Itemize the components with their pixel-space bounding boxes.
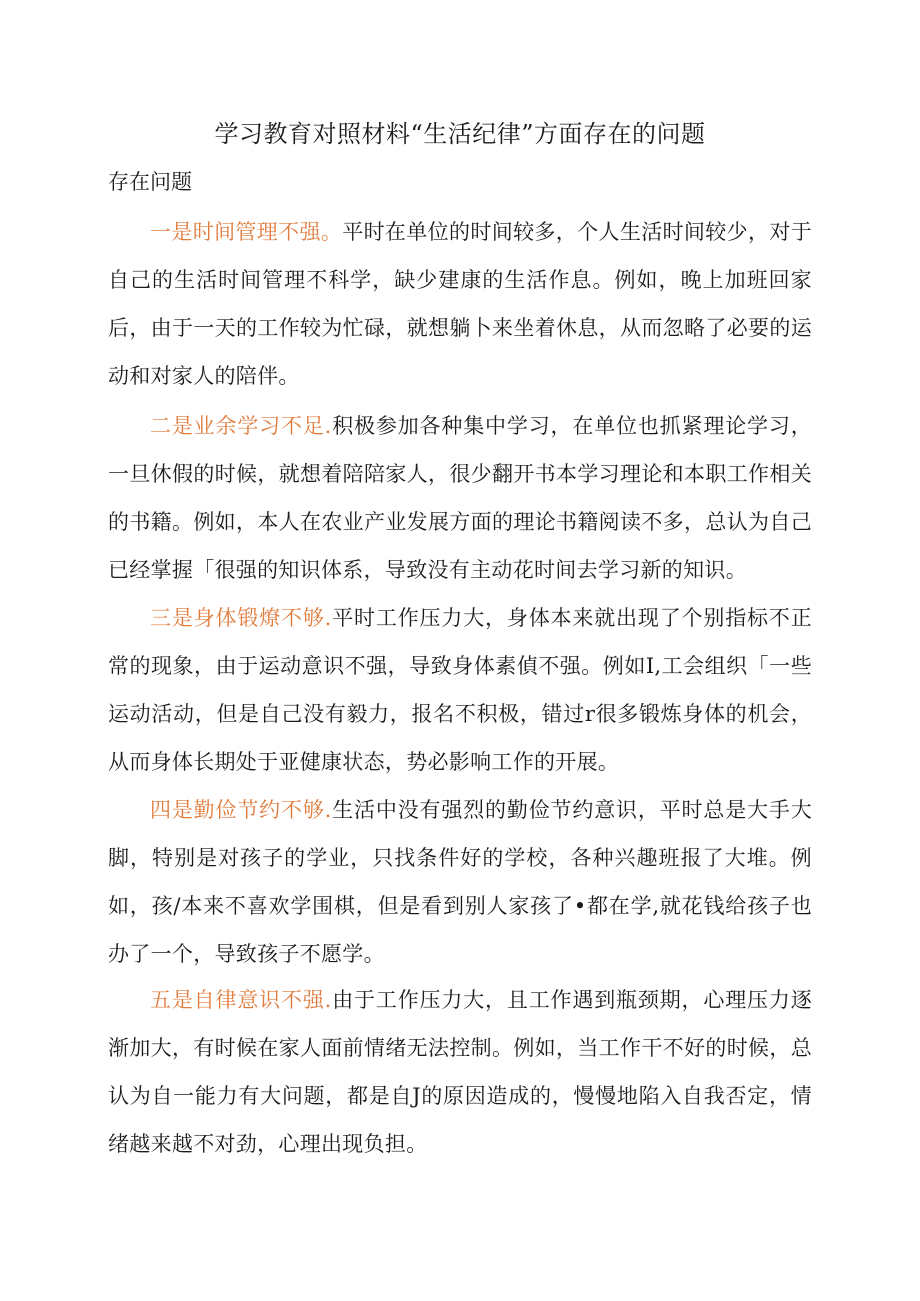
paragraph-spare-time-study [108,402,812,594]
paragraph-self-discipline [108,976,812,1168]
paragraph-body: 平时在单位的时间较多，个人生活时间较少，对于自己的生活时间管理不科学，缺少建康的生活作息。例如，晚上加班回家后，由于一天的工作较为忙碌，就想躺卜来坐着休息，从而忽略了必要的运动和对家人的陪伴。 [108,220,812,388]
paragraph-body: 平时工作压力大，身体本来就出现了个别指标不正常的现象，由于运动意识不强，导致身体素偵不强。例如I,工会组织「一些运动活动，但是自己没有毅力，报名不积极，错过r很多锻炼身体的机会，从而身体长期处于亚健康状态，势必影响工作的开展。 [108,606,812,774]
paragraph-frugality [108,786,812,978]
paragraph-lead: 一是时间管理不强。 [150,220,343,244]
paragraph-time-management [108,208,812,400]
paragraph-lead: 二是业余学习不足. [150,414,332,438]
paragraph-lead: 三是身体锻燎不够. [150,606,332,630]
paragraph-physical-exercise [108,594,812,786]
paragraph-body: 由于工作压力大，且工作遇到瓶颈期，心理压力逐渐加大，有时候在家人面前情绪无法控制。例如，当工作干不好的时候，总认为自一能力有大问题，都是自J的原因造成的，慢慢地陷入自我否定，情绪越来越不对劲，心理出现负担。 [108,988,812,1156]
paragraph-body: 积极参加各种集中学习，在单位也抓紧理论学习，一旦休假的时候，就想着陪陪家人，很少翻开书本学习理论和本职工作相关的书籍。例如，本人在农业产业发展方面的理论书籍阅读不多，总认为自己已经掌握「很强的知识体系，导致没有主动花时间去学习新的知识。 [108,414,812,582]
paragraph-body: 生活中没有强烈的勤俭节约意识，平时总是大手大脚，特别是对孩子的学业，只找条件好的学校，各种兴趣班报了大堆。例如，孩/本来不喜欢学围棋，但是看到别人家孩了•都在学,就花钱给孩子也办了一个，导致孩子不愿学。 [108,798,812,966]
section-heading: 存在问题 [108,170,192,194]
document-title: 学习教育对照材料“生活纪律”方面存在的问题 [214,120,706,148]
paragraph-lead: 四是勤俭节约不够. [150,798,332,822]
paragraph-lead: 五是自律意识不强. [150,988,332,1012]
